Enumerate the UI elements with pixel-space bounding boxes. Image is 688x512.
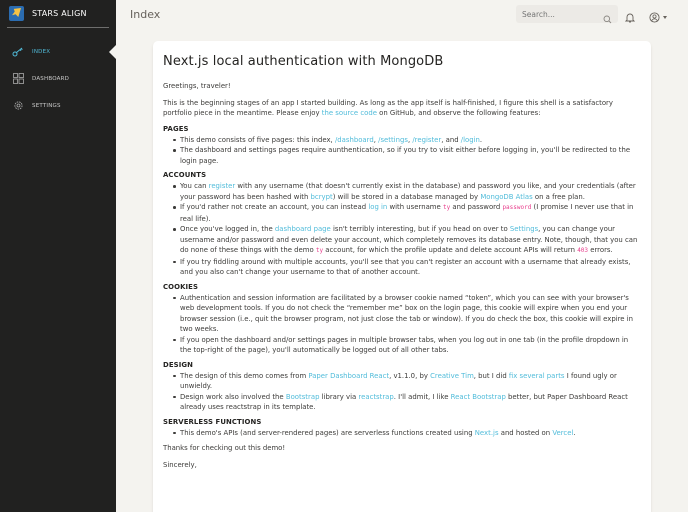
text: , and [441,135,461,144]
list-item [175,135,641,146]
gear-icon [12,100,24,112]
section-heading-pages: PAGES [163,124,189,133]
text: account, for which the profile update and delete account APIs will return [323,246,578,254]
list-item [175,202,641,224]
username-code: ty [442,204,451,211]
section-heading-accounts: ACCOUNTS [163,171,207,179]
bell-icon[interactable] [625,8,635,27]
source-code-link[interactable]: the source code [321,109,377,117]
article-title: Next.js local authentication with MongoDB [163,54,444,69]
serverless-list [175,428,641,439]
text: Once you've logged in, the [180,225,275,233]
list-item [175,392,641,413]
brand-name: STARS ALIGN [32,9,87,18]
brand-logo[interactable] [7,0,109,28]
text: The design of this demo comes from [180,371,309,380]
text: , [373,135,379,144]
sidebar-nav [0,38,116,119]
vercel-link[interactable]: Vercel [552,428,574,437]
mongodb-atlas-link[interactable]: MongoDB Atlas [480,192,533,201]
page-title: Index [130,8,161,21]
text: This is the beginning stages of an app I started building. As long as the app itself is half-finished, I figure this shell is a satisfactory portfolio piece in the meantime. Please enjoy [163,98,613,117]
accounts-list [175,181,641,278]
dashboard-link[interactable]: /dashboard [334,135,374,144]
search-box[interactable] [516,5,618,23]
signoff-text: Sincerely, [163,460,197,469]
user-dropdown[interactable] [649,8,667,27]
text: with any username (that doesn't currently exist in the database) and password you like, and your credentials (after your password has been hashed with [180,182,636,201]
settings-link[interactable]: /settings [378,135,408,144]
creative-tim-link[interactable]: Creative Tim [430,371,474,380]
password-code: password [502,204,532,211]
text: . [573,428,576,437]
text: This demo consists of five pages: this index, [180,135,335,144]
bootstrap-link[interactable]: Bootstrap [285,392,320,401]
sidebar-item-dashboard[interactable] [0,65,116,92]
content-card [153,41,651,512]
text: . I'll admit, I like [393,392,451,401]
text: , you can change your username and/or password and even delete your account, which completely removes its database entry. Note, though, that you can do none of these things with the demo [180,225,638,254]
dashboard-icon [12,73,24,85]
sidebar-item-index[interactable] [0,38,116,65]
nextjs-link[interactable]: Next.js [474,428,499,437]
register-link[interactable]: register [208,182,236,190]
settings-link[interactable]: Settings [509,225,539,233]
text: , [407,135,413,144]
text: isn't terribly interesting, but if you head on over to [330,225,510,233]
section-heading-cookies: COOKIES [163,282,199,291]
register-link[interactable]: /register [412,135,442,144]
text: with username [387,203,443,211]
sidebar [0,0,116,512]
text: This demo's APIs (and server-rendered pages) are serverless functions created using [180,428,475,437]
text: and hosted on [498,428,553,437]
search-icon[interactable] [603,9,612,28]
top-navbar [116,0,688,29]
caret-down-icon [663,16,667,19]
pages-list [175,135,641,167]
section-heading-design: DESIGN [163,360,193,369]
list-item [175,428,641,439]
list-item [175,371,641,392]
key-icon [12,46,24,58]
sidebar-item-settings[interactable] [0,92,116,119]
text: If you'd rather not create an account, you can instead [180,203,369,211]
text: errors. [588,246,613,254]
greeting: Greetings, traveler! [163,82,231,90]
logo-icon [9,6,24,21]
text: I found ugly or unwieldy. [180,371,617,390]
text: library via [319,392,359,401]
sidebar-item-label: DASHBOARD [32,75,70,82]
design-list [175,371,641,413]
text: (I promise I never use that in real life). [180,203,634,223]
dashboard-page-link[interactable]: dashboard page [274,225,331,233]
text: . [479,135,483,144]
user-icon [649,8,660,27]
list-item: The dashboard and settings pages require aunthentication, so if you try to visit either before logging in, you'll be redirected to the login page. [175,145,641,166]
bcrypt-link[interactable]: bcrypt [310,192,333,201]
list-item [175,181,641,202]
username-code: ty [315,247,324,254]
cookies-list [175,293,641,356]
section-heading-serverless: SERVERLESS FUNCTIONS [163,417,262,426]
reactstrap-link[interactable]: reactstrap [358,392,394,401]
thanks-text: Thanks for checking out this demo! [163,444,286,452]
sidebar-item-label: SETTINGS [32,102,61,109]
text: , v1.1.0, by [389,371,431,380]
text: on GitHub, and observe the following features: [376,109,541,117]
sidebar-item-label: INDEX [32,48,51,55]
status-code: 403 [577,247,589,254]
list-item: Authentication and session information are facilitated by a browser cookie named “token”, which you can see with your browser's web development tools. If you do not check the “remember me” box on the login page, this cookie will expire when you end your browser session (i.e., quit the browser program, not just close the tab or window). If you do check the box, this cookie will expire in two weeks. [175,293,641,335]
search-input[interactable] [522,10,602,19]
text: , but I did [473,371,509,380]
paper-dashboard-link[interactable]: Paper Dashboard React [308,371,390,380]
login-link[interactable]: /login [460,135,480,144]
text: You can [180,182,209,190]
list-item [175,224,641,257]
login-link[interactable]: log in [368,203,388,211]
text: and password [450,203,503,211]
text: Design work also involved the [180,392,286,401]
text: better, but Paper Dashboard React already uses reactstrap in its template. [180,392,628,411]
text: on a free plan. [532,192,585,201]
list-item: If you try fiddling around with multiple accounts, you'll see that you can't register an account with a username that already exists, and you also can't change your username to that of another account. [175,257,641,278]
intro-paragraph [163,98,641,119]
fix-parts-link[interactable]: fix several parts [508,371,565,380]
react-bootstrap-link[interactable]: React Bootstrap [450,392,506,401]
list-item: If you open the dashboard and/or settings pages in multiple browser tabs, when you log out in one tab (in the profile dropdown in the top-right of the page), you'll automatically be logged out of all other tabs. [175,335,641,356]
text: ) will be stored in a database managed by [332,192,481,201]
